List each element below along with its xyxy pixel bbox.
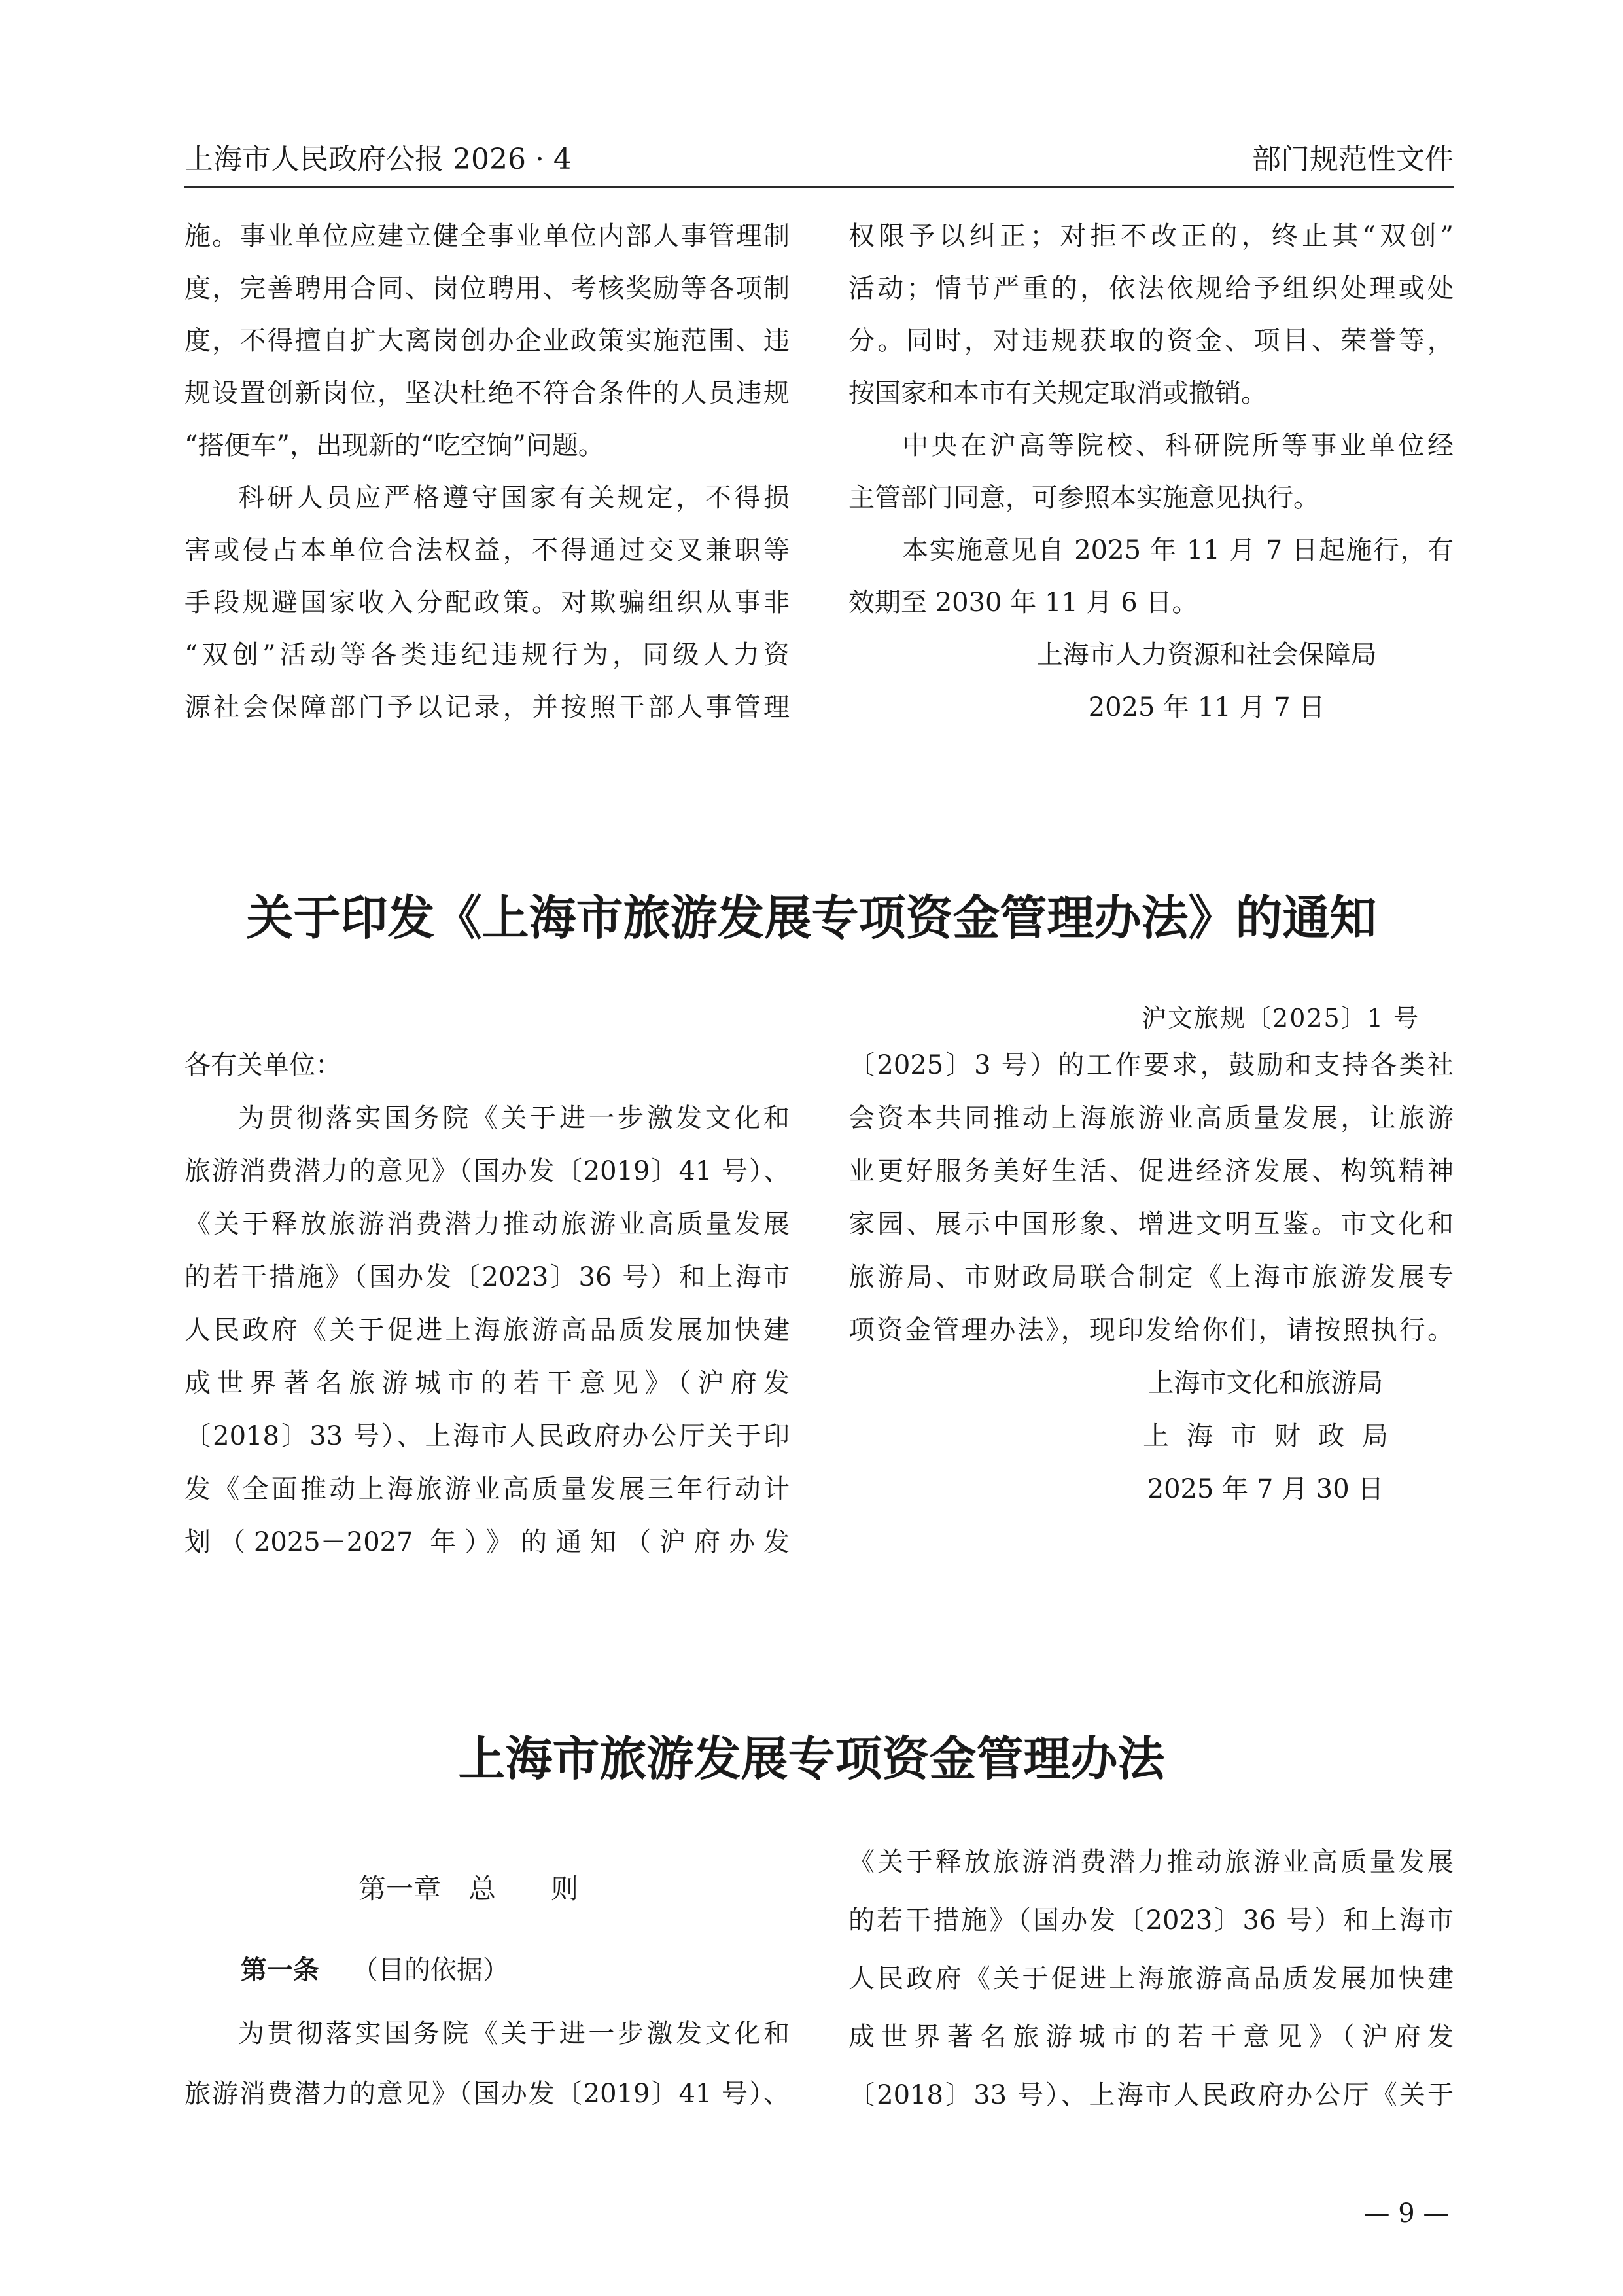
text-line: 〔2018〕33 号）、上海市人民政府办公厅《关于 — [848, 2080, 1454, 2110]
page-number: — 9 — — [1363, 2199, 1450, 2229]
text-line: 成世界著名旅游城市的若干意见》（沪府发 — [184, 1368, 790, 1398]
text-line: 《关于释放旅游消费潜力推动旅游业高质量发展 — [848, 1847, 1454, 1877]
text-line: 为贯彻落实国务院《关于进一步激发文化和 — [238, 1103, 790, 1133]
text-line: 活动；情节严重的，依法依规给予组织处理或处 — [848, 274, 1454, 304]
text-line: 分。同时，对违规获取的资金、项目、荣誉等， — [848, 326, 1454, 356]
text-line: 《关于释放旅游消费潜力推动旅游业高质量发展 — [184, 1209, 790, 1239]
chapter-heading: 第一章 总 则 — [358, 1873, 579, 1905]
notice-left-column — [184, 1039, 790, 1569]
text-line: 中央在沪高等院校、科研院所等事业单位经 — [902, 431, 1454, 461]
document-number: 沪文旅规〔2025〕1 号 — [1142, 1004, 1420, 1033]
article-heading — [241, 1951, 509, 1990]
text-line: 本实施意见自 2025 年 11 月 7 日起施行，有 — [902, 535, 1454, 565]
text-line: 手段规避国家收入分配政策。对欺骗组织从事非 — [184, 588, 790, 618]
text-line: 旅游消费潜力的意见》（国办发〔2019〕41 号）、 — [184, 2079, 790, 2109]
text-line: 权限予以纠正；对拒不改正的，终止其“双创” — [848, 221, 1454, 251]
header-rule — [184, 186, 1454, 188]
section-header: 部门规范性文件 — [1252, 143, 1454, 176]
text-line: “搭便车”，出现新的“吃空饷”问题。 — [184, 431, 604, 461]
article-title: （目的依据） — [352, 1955, 509, 1985]
text-line: 施。事业单位应建立健全事业单位内部人事管理制 — [184, 221, 790, 251]
issuer-signature: 上海市财政局 — [1143, 1421, 1406, 1451]
measures-right-column — [848, 1833, 1454, 2125]
measures-left-column — [184, 2005, 790, 2125]
text-line: 旅游消费潜力的意见》（国办发〔2019〕41 号）、 — [184, 1156, 790, 1186]
text-line: 家园、展示中国形象、增进文明互鉴。市文化和 — [848, 1209, 1454, 1239]
continuation-right-column — [848, 210, 1454, 733]
text-line: 科研人员应严格遵守国家有关规定，不得损 — [238, 483, 790, 513]
publication-header: 上海市人民政府公报 2026 · 4 — [184, 143, 572, 176]
text-line: 为贯彻落实国务院《关于进一步激发文化和 — [238, 2019, 790, 2049]
issuer-signature: 上海市文化和旅游局 — [1147, 1368, 1384, 1398]
text-line: 人民政府《关于促进上海旅游高品质发展加快建 — [848, 1964, 1454, 1994]
notice-title: 关于印发《上海市旅游发展专项资金管理办法》的通知 — [246, 891, 1377, 945]
text-line: 〔2025〕3 号）的工作要求，鼓励和支持各类社 — [848, 1050, 1454, 1080]
text-line: 源社会保障部门予以记录，并按照干部人事管理 — [184, 692, 790, 722]
text-line: 项资金管理办法》，现印发给你们，请按照执行。 — [848, 1315, 1454, 1345]
text-line: 〔2018〕33 号）、上海市人民政府办公厅关于印 — [184, 1421, 790, 1451]
text-line: 成世界著名旅游城市的若干意见》（沪府发 — [848, 2022, 1454, 2052]
text-line: 主管部门同意，可参照本实施意见执行。 — [848, 483, 1319, 513]
text-line: 的若干措施》（国办发〔2023〕36 号）和上海市 — [184, 1262, 790, 1292]
measures-title: 上海市旅游发展专项资金管理办法 — [458, 1731, 1165, 1786]
text-line: 发《全面推动上海旅游业高质量发展三年行动计 — [184, 1474, 790, 1504]
text-line: 规设置创新岗位，坚决杜绝不符合条件的人员违规 — [184, 378, 790, 408]
text-line: 按国家和本市有关规定取消或撤销。 — [848, 378, 1267, 408]
notice-right-column — [848, 1039, 1454, 1516]
text-line: 会资本共同推动上海旅游业高质量发展，让旅游 — [848, 1103, 1454, 1133]
issuer-signature: 上海市人力资源和社会保障局 — [1036, 640, 1377, 670]
text-line: 业更好服务美好生活、促进经济发展、构筑精神 — [848, 1156, 1454, 1186]
continuation-left-column — [184, 210, 790, 733]
text-line: 度，不得擅自扩大离岗创办企业政策实施范围、违 — [184, 326, 790, 356]
salutation: 各有关单位： — [184, 1050, 341, 1080]
text-line: 人民政府《关于促进上海旅游高品质发展加快建 — [184, 1315, 790, 1345]
article-label: 第一条 — [241, 1955, 319, 1985]
text-line: 度，完善聘用合同、岗位聘用、考核奖励等各项制 — [184, 274, 790, 304]
issue-date: 2025 年 11 月 7 日 — [1088, 692, 1325, 722]
text-line: 旅游局、市财政局联合制定《上海市旅游发展专 — [848, 1262, 1454, 1292]
text-line: 效期至 2030 年 11 月 6 日。 — [848, 588, 1198, 618]
text-line: 害或侵占本单位合法权益，不得通过交叉兼职等 — [184, 535, 790, 565]
text-line: 的若干措施》（国办发〔2023〕36 号）和上海市 — [848, 1905, 1454, 1935]
text-line: 划（2025－2027 年）》的通知（沪府办发 — [184, 1527, 790, 1557]
text-line: “双创”活动等各类违纪违规行为，同级人力资 — [184, 640, 790, 670]
issue-date: 2025 年 7 月 30 日 — [1147, 1474, 1384, 1504]
